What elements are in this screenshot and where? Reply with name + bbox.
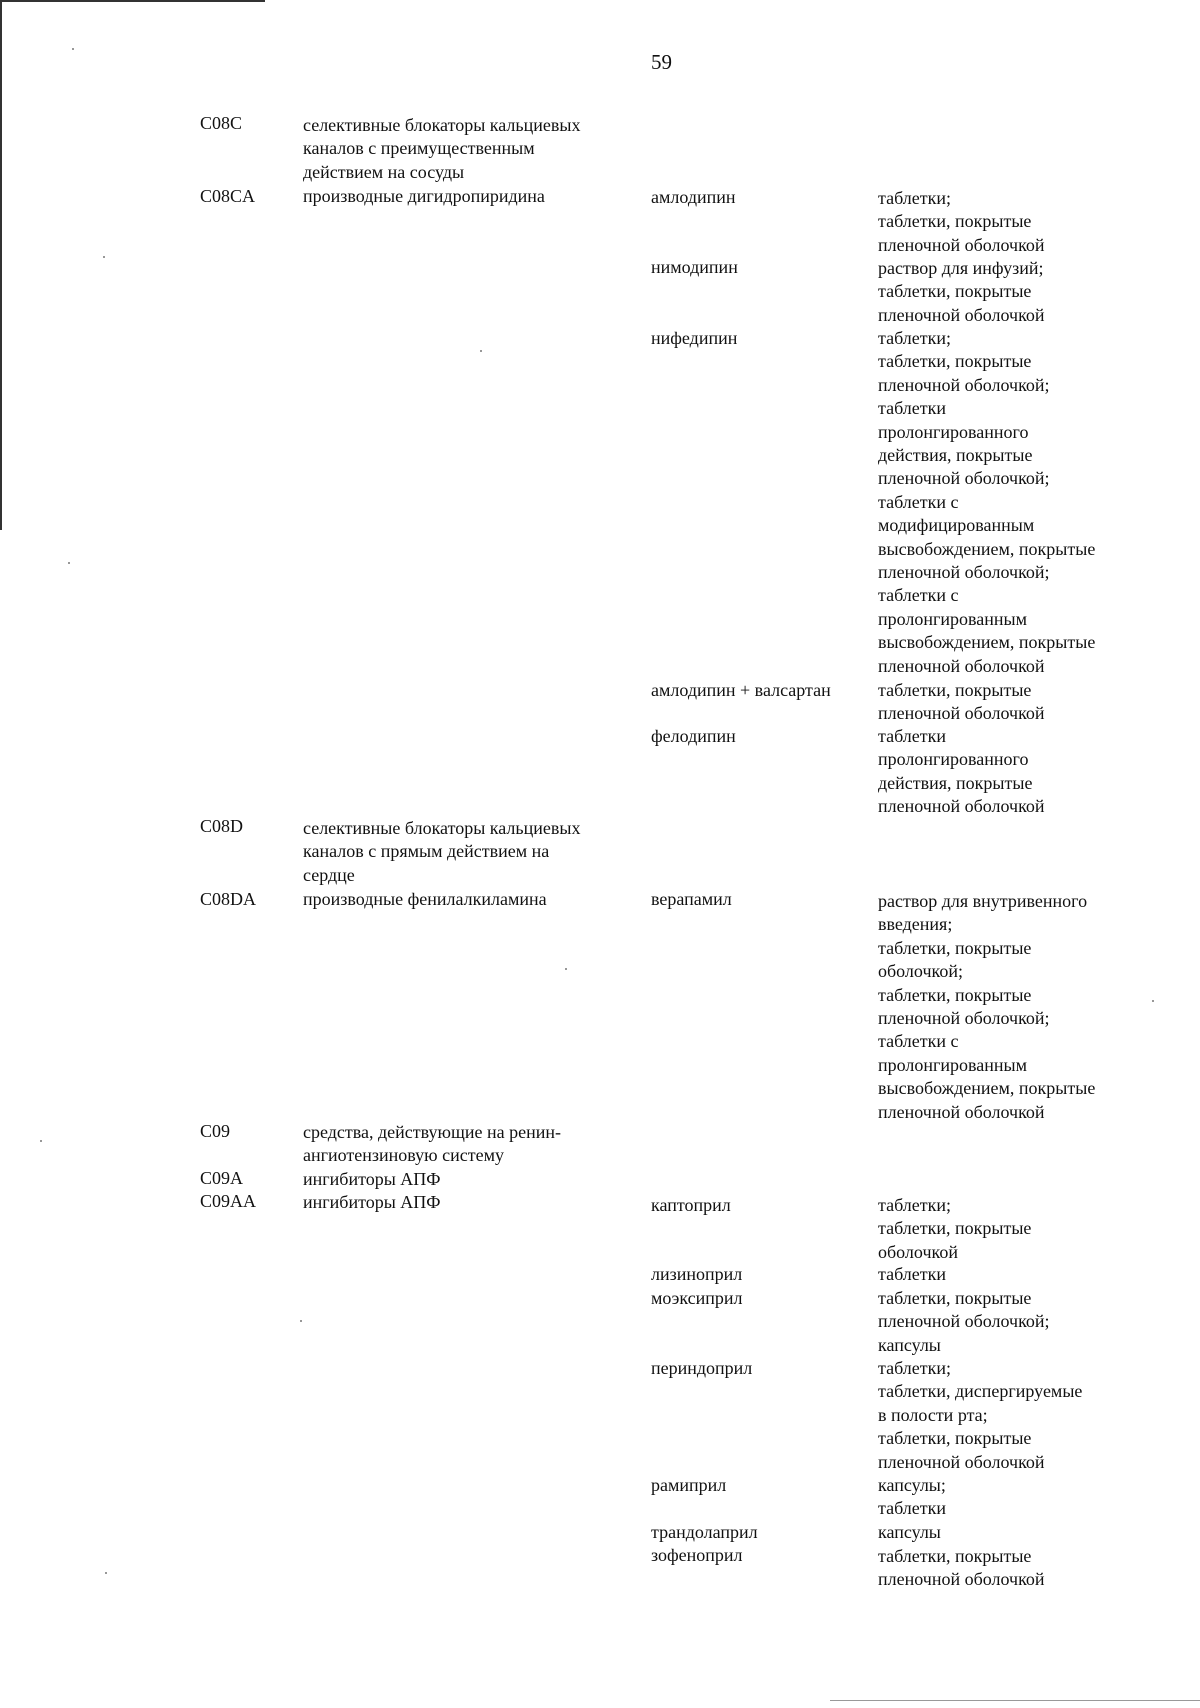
scan-speck: [565, 968, 567, 970]
scan-speck: [103, 256, 105, 258]
drug-name: верапамил: [651, 889, 732, 909]
atc-code: C08DA: [200, 889, 257, 909]
scan-speck: [40, 1140, 42, 1142]
scan-speck: [72, 48, 74, 50]
atc-code: C09A: [200, 1168, 244, 1188]
drug-name: фелодипин: [651, 726, 736, 746]
drug-name: амлодипин: [651, 187, 736, 207]
scan-edge-bottom: [830, 1700, 1200, 1701]
drug-name: рамиприл: [651, 1475, 727, 1495]
atc-code: C08C: [200, 113, 243, 133]
atc-group-name: селективные блокаторы кальциевых каналов с преимущественным действием на сосуды: [303, 115, 581, 182]
atc-code: C09AA: [200, 1191, 257, 1211]
page-number: 59: [651, 50, 672, 74]
atc-group-name: селективные блокаторы кальциевых каналов с прямым действием на сердце: [303, 818, 581, 885]
drug-name: нимодипин: [651, 257, 738, 277]
atc-group-name: производные дигидропиридина: [303, 186, 545, 206]
dosage-form: таблетки; таблетки, диспергируемые в полости рта; таблетки, покрытые пленочной оболочкой: [878, 1358, 1083, 1472]
atc-group-name: ингибиторы АПФ: [303, 1169, 441, 1189]
dosage-form: раствор для внутривенного введения; таблетки, покрытые оболочкой; таблетки, покрытые пленочной оболочкой; таблетки с пролонгированным высвобождением, покрытые пленочной оболочкой: [878, 891, 1096, 1122]
dosage-form: таблетки, покрытые пленочной оболочкой: [878, 1546, 1045, 1590]
dosage-form: таблетки; таблетки, покрытые пленочной оболочкой; таблетки пролонгированного действия, покрытые пленочной оболочкой; таблетки с модифицированным высвобождением, покрытые пленочной оболочкой; таблетки с пролонгированным высвобождением, покрытые пленочной оболочкой: [878, 328, 1096, 676]
drug-name: каптоприл: [651, 1195, 731, 1215]
atc-group-name: производные фенилалкиламина: [303, 889, 547, 909]
atc-code: C08CA: [200, 186, 256, 206]
scan-speck: [480, 350, 482, 352]
drug-name: трандолаприл: [651, 1522, 758, 1542]
drug-name: лизиноприл: [651, 1264, 743, 1284]
dosage-form: таблетки: [878, 1264, 947, 1284]
drug-name: моэксиприл: [651, 1288, 743, 1308]
dosage-form: капсулы; таблетки: [878, 1475, 947, 1519]
scan-speck: [1152, 1000, 1154, 1002]
atc-group-name: ингибиторы АПФ: [303, 1192, 441, 1212]
scan-speck: [68, 562, 70, 564]
dosage-form: таблетки пролонгированного действия, покрытые пленочной оболочкой: [878, 726, 1045, 817]
atc-group-name: средства, действующие на ренин- ангиотензиновую систему: [303, 1122, 561, 1166]
dosage-form: таблетки, покрытые пленочной оболочкой: [878, 680, 1045, 724]
dosage-form: таблетки; таблетки, покрытые пленочной оболочкой: [878, 188, 1045, 255]
scan-speck: [105, 1572, 107, 1574]
drug-name: нифедипин: [651, 328, 738, 348]
dosage-form: раствор для инфузий; таблетки, покрытые пленочной оболочкой: [878, 258, 1045, 325]
dosage-form: таблетки, покрытые пленочной оболочкой; капсулы: [878, 1288, 1050, 1355]
drug-name: зофеноприл: [651, 1545, 743, 1565]
drug-name: амлодипин + валсартан: [651, 680, 831, 700]
dosage-form: таблетки; таблетки, покрытые оболочкой: [878, 1195, 1032, 1262]
dosage-form: капсулы: [878, 1522, 941, 1542]
scan-edge-top: [0, 0, 265, 2]
atc-code: C08D: [200, 816, 244, 836]
scan-edge-left: [0, 0, 2, 530]
atc-code: C09: [200, 1121, 231, 1141]
drug-name: периндоприл: [651, 1358, 753, 1378]
scan-speck: [300, 1320, 302, 1322]
